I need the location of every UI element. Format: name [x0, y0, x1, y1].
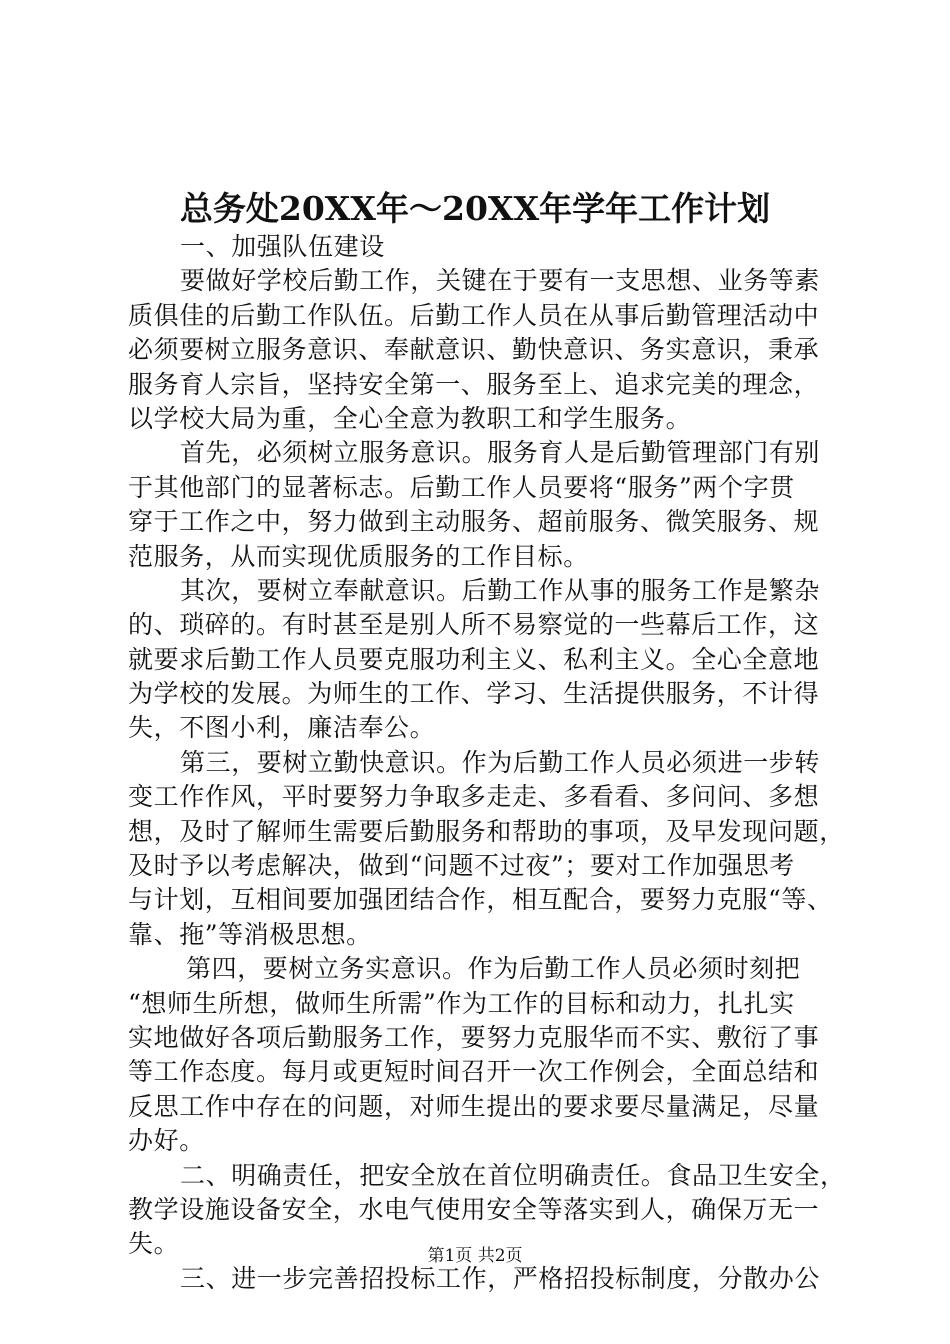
paragraph-line: 以学校大局为重，全心全意为教职工和学生服务。 [128, 403, 692, 433]
document-body [128, 230, 846, 1296]
paragraph-line: 失。 [128, 1229, 180, 1259]
paragraph-line: 就要求后勤工作人员要克服功利主义、私利主义。全心全意地 [128, 644, 820, 674]
paragraph-line: 为学校的发展。为师生的工作、学习、生活提供服务，不计得 [128, 679, 820, 709]
paragraph-line: 想，及时了解师生需要后勤服务和帮助的事项，及早发现问题， [128, 816, 845, 846]
paragraph-line: 范服务，从而实现优质服务的工作目标。 [128, 541, 589, 571]
paragraph-line: 的、琐碎的。有时甚至是别人所不易察觉的一些幕后工作，这 [128, 610, 820, 640]
paragraph-line: 失，不图小利，廉洁奉公。 [128, 713, 436, 743]
paragraph-line: 穿于工作之中，努力做到主动服务、超前服务、微笑服务、规 [128, 507, 820, 537]
paragraph-line: 变工作作风，平时要努力争取多走走、多看看、多问问、多想 [128, 782, 820, 812]
paragraph-line: 靠、拖”等消极思想。 [128, 919, 372, 949]
paragraph-line: 实地做好各项后勤服务工作，要努力克服华而不实、敷衍了事 [128, 1022, 820, 1052]
paragraph-line: 与计划，互相间要加强团结合作，相互配合，要努力克服“等、 [128, 885, 833, 915]
paragraph-line: 及时予以考虑解决，做到“问题不过夜”；要对工作加强思考 [128, 851, 795, 881]
paragraph-line: 第四，要树立务实意识。作为后勤工作人员必须时刻把 [186, 954, 801, 984]
paragraph-line: “想师生所想，做师生所需”作为工作的目标和动力，扎扎实 [128, 988, 795, 1018]
section-heading-2: 二、明确责任，把安全放在首位明确责任。食品卫生安全， [180, 1160, 846, 1190]
paragraph-line: 服务育人宗旨，坚持安全第一、服务至上、追求完美的理念， [128, 369, 820, 399]
section-heading-3: 三、进一步完善招投标工作，严格招投标制度，分散办公 [180, 1263, 821, 1293]
paragraph-line: 必须要树立服务意识、奉献意识、勤快意识、务实意识，秉承 [128, 335, 820, 365]
document-title: 总务处20XX年～20XX年学年工作计划 [179, 189, 771, 228]
page-footer: 第1页 共2页 [427, 1246, 523, 1266]
paragraph-line: 要做好学校后勤工作，关键在于要有一支思想、业务等素 [180, 266, 821, 296]
paragraph-line: 办好。 [128, 1126, 205, 1156]
paragraph-line: 反思工作中存在的问题，对师生提出的要求要尽量满足，尽量 [128, 1091, 820, 1121]
paragraph-line: 其次，要树立奉献意识。后勤工作从事的服务工作是繁杂 [180, 575, 821, 605]
paragraph-line: 于其他部门的显著标志。后勤工作人员要将“服务”两个字贯 [128, 472, 795, 502]
paragraph-line: 质俱佳的后勤工作队伍。后勤工作人员在从事后勤管理活动中 [128, 300, 820, 330]
paragraph-line: 第三，要树立勤快意识。作为后勤工作人员必须进一步转 [180, 747, 821, 777]
paragraph-line: 等工作态度。每月或更短时间召开一次工作例会，全面总结和 [128, 1057, 820, 1087]
section-heading-1: 一、加强队伍建设 [180, 232, 385, 261]
paragraph-line: 首先，必须树立服务意识。服务育人是后勤管理部门有别 [180, 438, 821, 468]
paragraph-line: 教学设施设备安全，水电气使用安全等落实到人，确保万无一 [128, 1194, 820, 1224]
